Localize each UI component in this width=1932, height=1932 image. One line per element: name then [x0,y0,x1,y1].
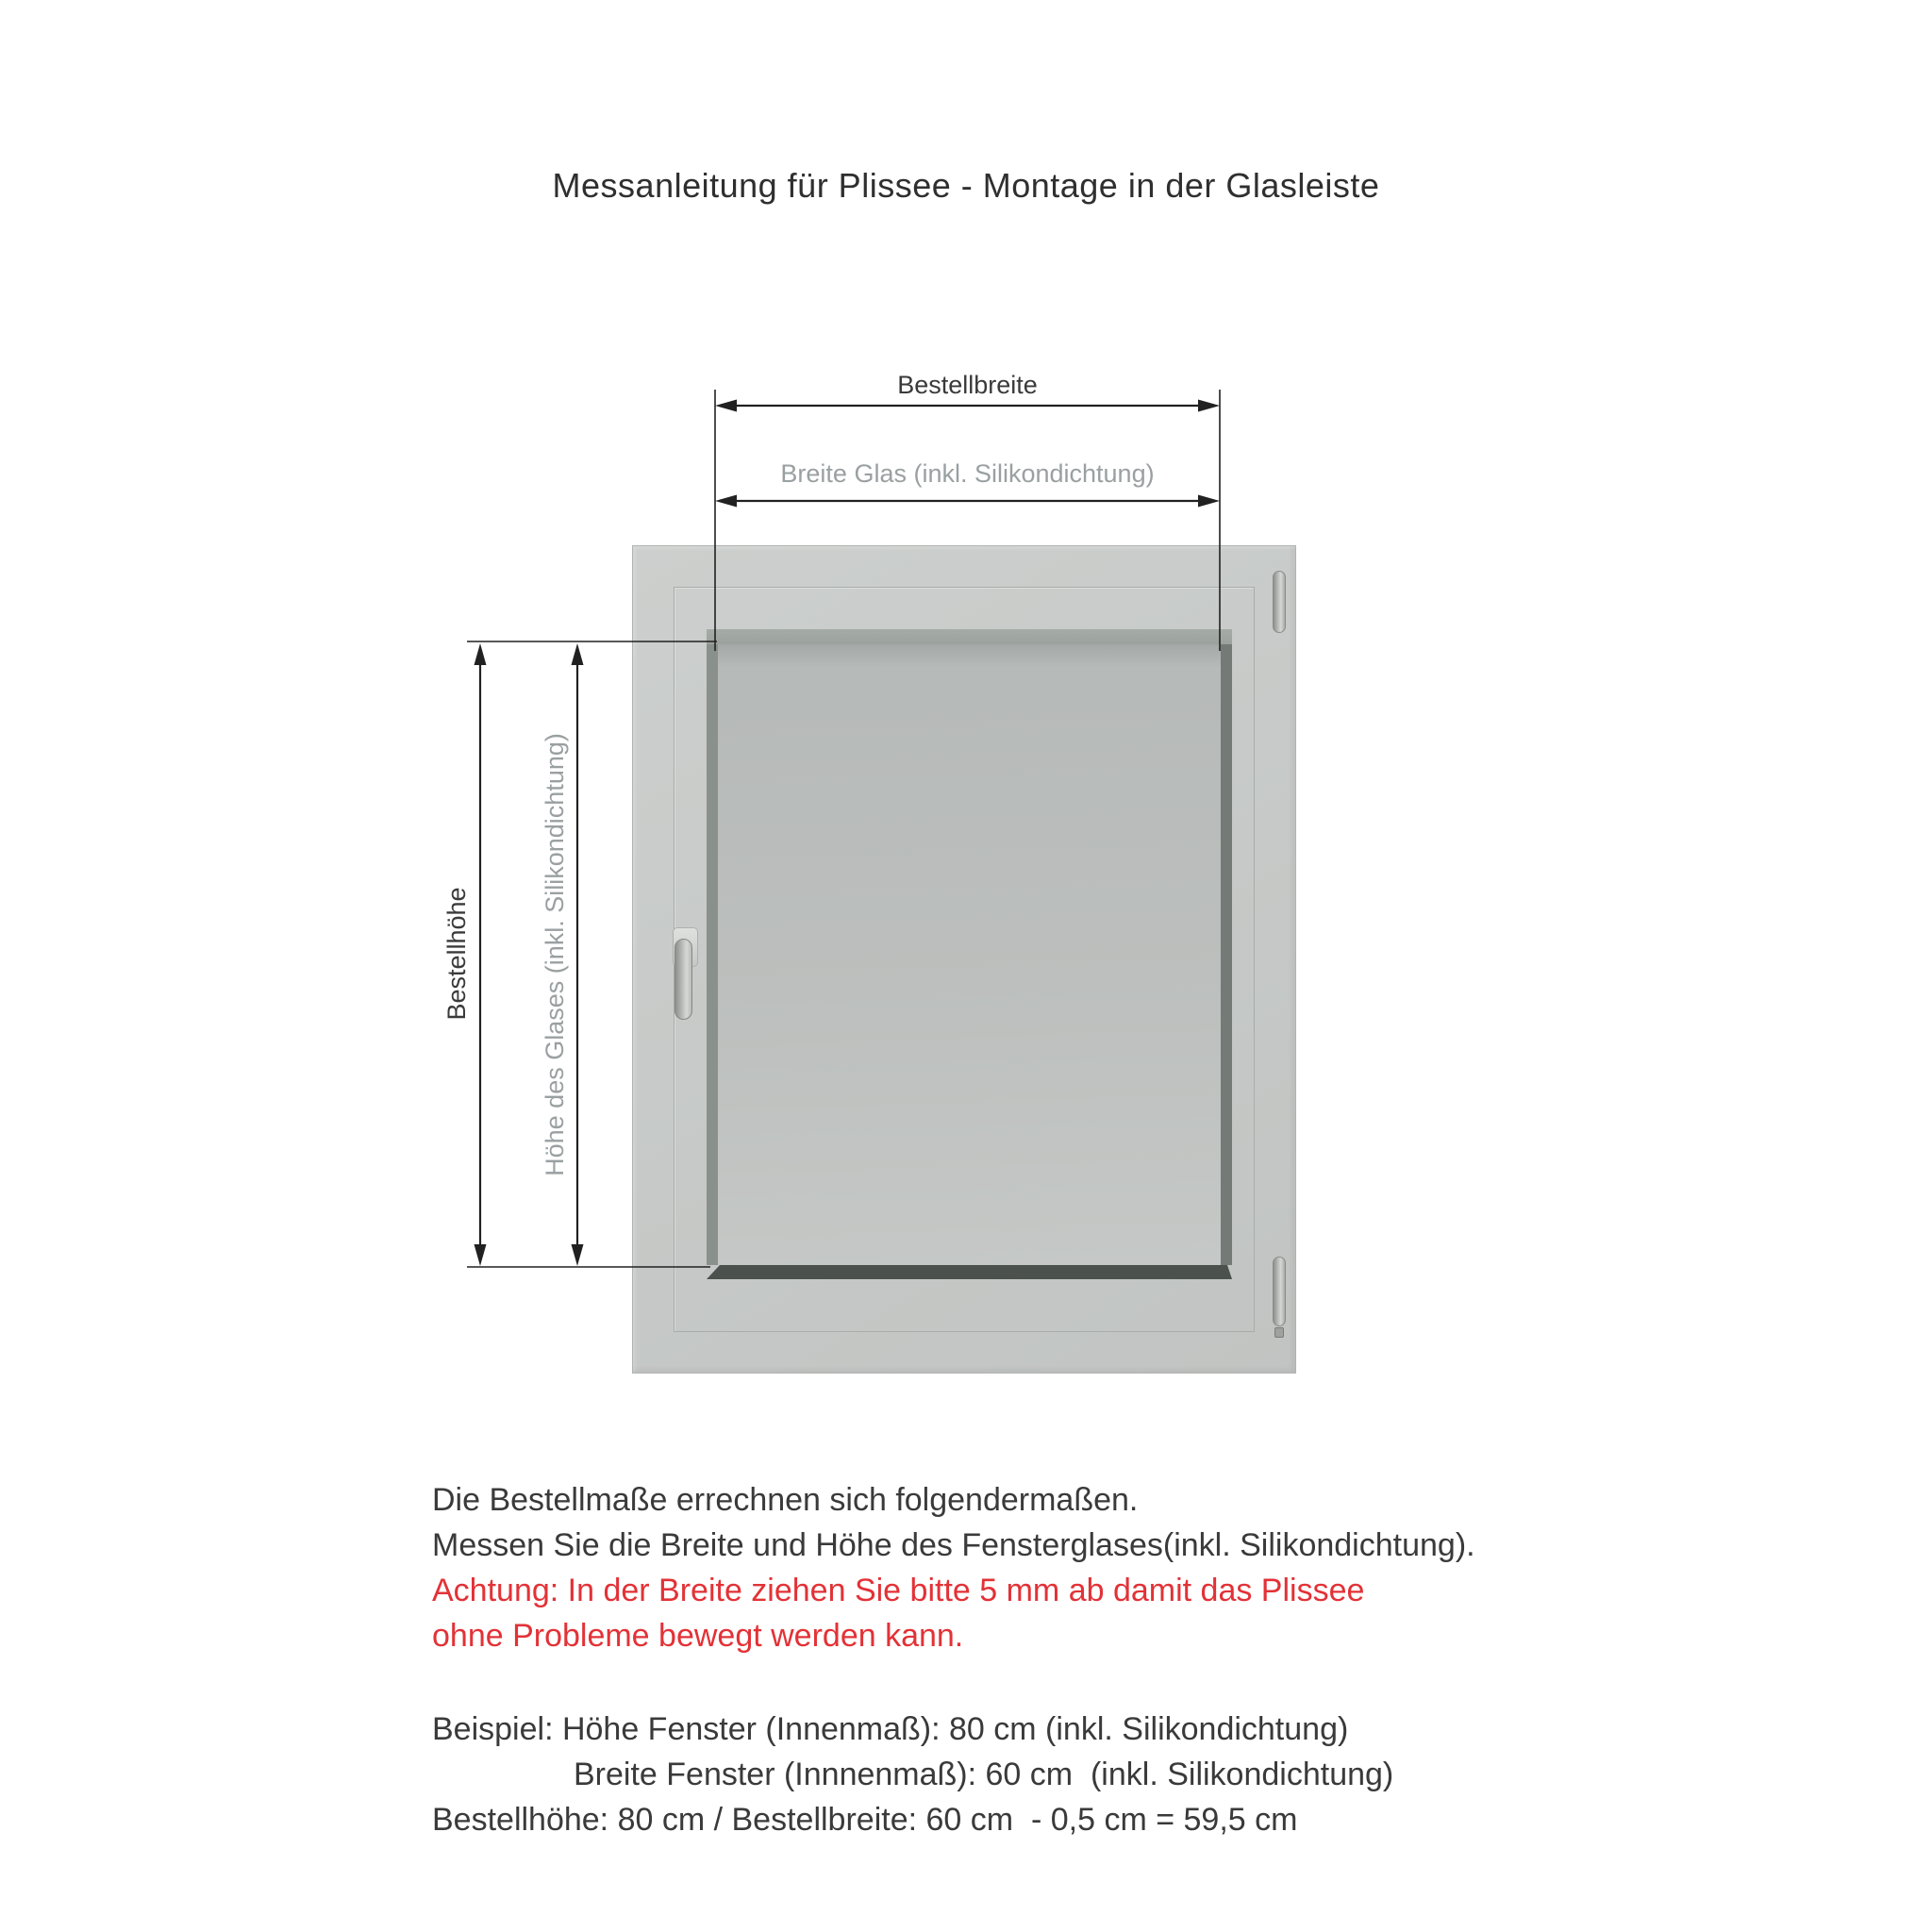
glass-width-arrow [715,495,1220,508]
instructions-block [432,1477,1475,1658]
window-handle-grip [675,939,692,1020]
glass-width-label: Breite Glas (inkl. Silikondichtung) [780,459,1155,488]
order-height-label: Bestellhöhe [442,887,471,1021]
glass-top-shadow [718,644,1221,667]
glazing-bead-top [707,629,1232,644]
warning-line-2: ohne Probleme bewegt werden kann. [432,1618,964,1654]
glazing-bead-bottom [707,1265,1232,1279]
glazing-bead-left [707,644,718,1265]
hinge-bottom-icon [1273,1257,1286,1326]
order-width-label: Bestellbreite [897,371,1038,399]
example-block [432,1707,1393,1842]
glass-height-label: Höhe des Glases (inkl. Silikondichtung) [541,733,569,1176]
window-frame [632,545,1296,1374]
hinge-bottom-pin [1274,1327,1284,1338]
example-line-1: Beispiel: Höhe Fenster (Innenmaß): 80 cm (inkl. Silikondichtung) [432,1711,1349,1747]
example-line-2: Breite Fenster (Innnenmaß): 60 cm (inkl. Silikondichtung) [574,1757,1394,1792]
glass-pane [718,644,1221,1265]
glazing-bead-right [1221,644,1232,1265]
example-line-3: Bestellhöhe: 80 cm / Bestellbreite: 60 cm - 0,5 cm = 59,5 cm [432,1802,1298,1838]
instruction-line-1: Die Bestellmaße errechnen sich folgendermaßen. [432,1482,1139,1518]
instruction-line-2: Messen Sie die Breite und Höhe des Fensterglases(inkl. Silikondichtung). [432,1527,1475,1563]
order-width-arrow [715,400,1220,412]
hinge-top-icon [1273,571,1286,633]
order-height-arrow [475,643,487,1266]
glass-height-arrow [572,643,584,1266]
warning-line-1: Achtung: In der Breite ziehen Sie bitte 5 mm ab damit das Plissee [432,1573,1365,1608]
page-title: Messanleitung für Plissee - Montage in der Glasleiste [552,166,1380,205]
